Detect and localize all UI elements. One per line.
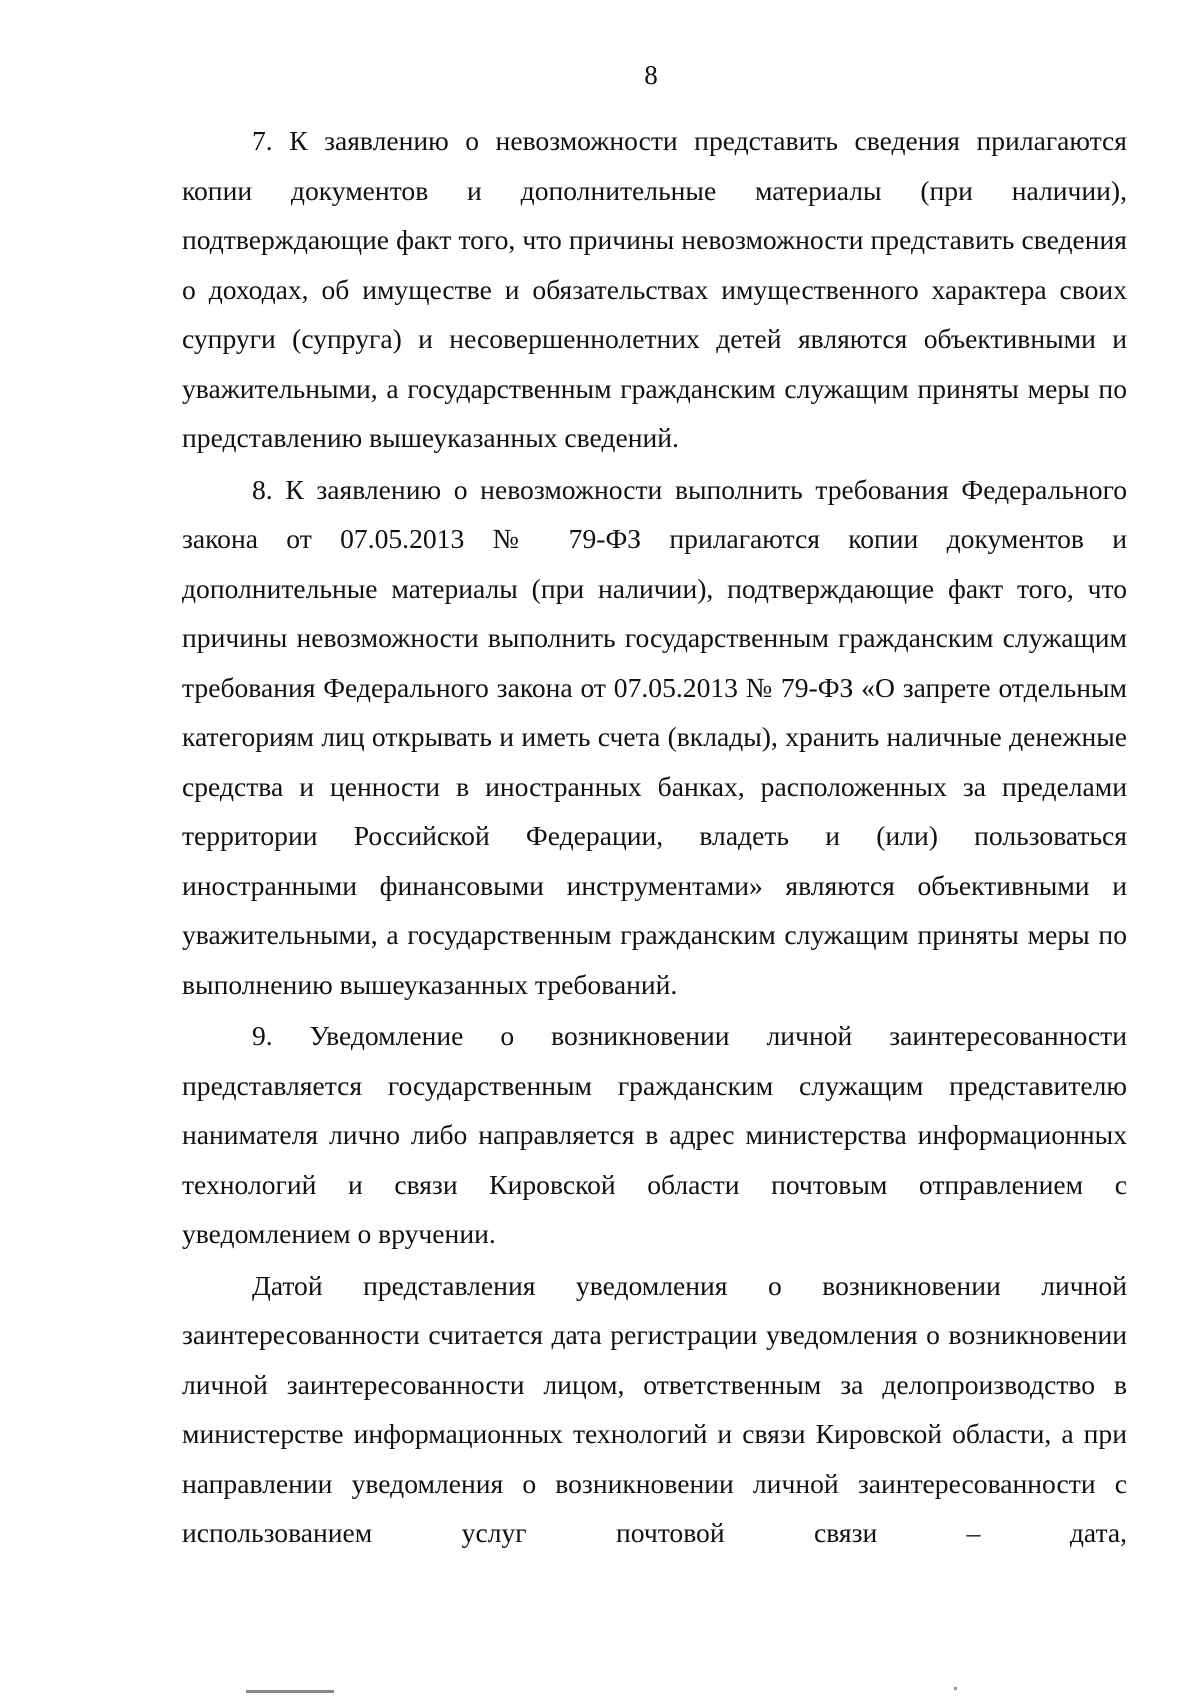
paragraph-9: 9. Уведомление о возникновении личной заинтересованности представляется государственным гражданским служащим представителю нанимателя лично либо направляется в адрес министерства информационных технологий и связи Кировской области почтовым отправлением с уведомлением о вручении. xyxy=(182,1020,1127,1249)
page-number: 8 xyxy=(644,60,658,90)
scan-artifact-line xyxy=(246,1690,334,1693)
paragraph-9-date-of-submission: Датой представления уведомления о возникновении личной заинтересованности считается дата регистрации уведомления о возникновении личной заинтересованности лицом, ответственным за делопроизводство в министерстве информационных технологий и связи Кировской области, а при направлении уведомления о возникновении личной заинтересованности с использованием услуг почтовой связи – дата, xyxy=(182,1269,1127,1548)
scan-artifact-dot xyxy=(954,1687,957,1690)
document-body xyxy=(182,116,1127,1560)
paragraph-8: 8. К заявлению о невозможности выполнить требования Федерального закона от 07.05.2013 № 79-ФЗ прилагаются копии документов и дополнительные материалы (при наличии), подтверждающие факт того, что причины невозможности выполнить государственным гражданским служащим требования Федерального закона от 07.05.2013 № 79-ФЗ «О запрете отдельным категориям лиц открывать и иметь счета (вклады), хранить наличные денежные средства и ценности в иностранных банках, расположенных за пределами территории Российской Федерации, владеть и (или) пользоваться иностранными финансовыми инструментами» являются объективными и уважительными, а государственным гражданским служащим приняты меры по выполнению вышеуказанных требований. xyxy=(182,473,1127,1000)
paragraph-7: 7. К заявлению о невозможности представить сведения прилагаются копии документов и дополнительные материалы (при наличии), подтверждающие факт того, что причины невозможности представить сведения о доходах, об имуществе и обязательствах имущественного характера своих супруги (супруга) и несовершеннолетних детей являются объективными и уважительными, а государственным гражданским служащим приняты меры по представлению вышеуказанных сведений. xyxy=(182,125,1127,453)
